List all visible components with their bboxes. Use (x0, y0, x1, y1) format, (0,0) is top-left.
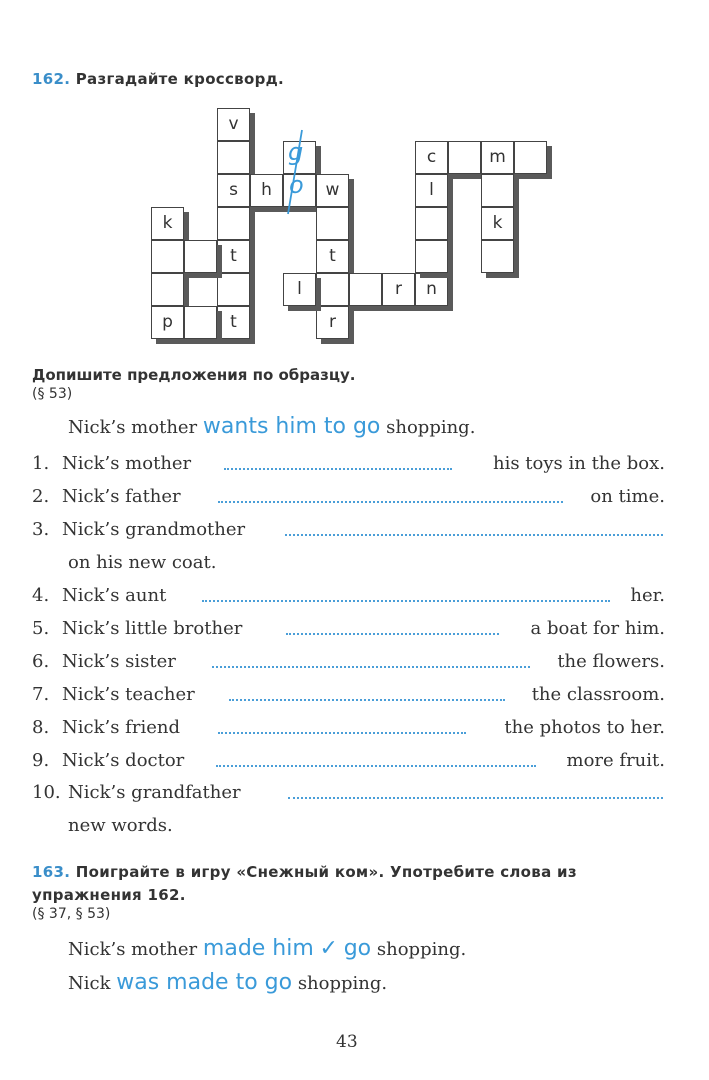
answer-blank[interactable] (288, 797, 663, 799)
item-ending: a boat for him. (530, 618, 665, 639)
answer-blank[interactable] (224, 468, 452, 470)
crossword-cell[interactable]: w (316, 174, 349, 207)
crossword-cell[interactable]: v (217, 108, 250, 141)
crossword-cell[interactable] (184, 306, 217, 339)
crossword-cell[interactable] (316, 273, 349, 306)
crossword-cell[interactable]: m (481, 141, 514, 174)
answer-blank[interactable] (202, 600, 610, 602)
item-ending: the flowers. (557, 651, 665, 672)
grammar-reference: (§ 53) (32, 386, 73, 402)
item-number: 5. (32, 618, 50, 639)
answer-blank[interactable] (286, 633, 499, 635)
item-ending: his toys in the box. (492, 453, 665, 474)
task-163-heading (32, 863, 577, 881)
item-number: 1. (32, 453, 50, 474)
item-subject: Nick’s father (62, 486, 181, 507)
crossword-cell[interactable] (415, 207, 448, 240)
page-number: 43 (336, 1032, 358, 1052)
crossword-cell[interactable]: n (415, 273, 448, 306)
item-number: 2. (32, 486, 50, 507)
item-subject: Nick’s mother (62, 453, 192, 474)
crossword-cell[interactable] (151, 240, 184, 273)
item-subject: Nick’s friend (62, 717, 180, 738)
crossword-cell[interactable] (481, 174, 514, 207)
item-ending: her. (630, 585, 665, 606)
task-number: 163. (32, 863, 71, 881)
example-sentence (68, 414, 475, 440)
exercise-item-8 (32, 715, 665, 741)
crossword-cell[interactable]: l (283, 273, 316, 306)
crossword-cell[interactable]: k (481, 207, 514, 240)
example-answer: made him (202, 936, 314, 961)
crossword-cell[interactable]: h (250, 174, 283, 207)
crossword-cell[interactable]: t (217, 240, 250, 273)
exercise-item-10 (32, 780, 665, 806)
crossword-cell[interactable] (514, 141, 547, 174)
item-number: 3. (32, 519, 50, 540)
exercise-item-10-continuation: new words. (68, 815, 173, 836)
task-163-heading-line2: упражнения 162. (32, 886, 186, 904)
example-end: shopping. (386, 417, 476, 438)
item-number: 8. (32, 717, 50, 738)
item-subject: Nick’s teacher (62, 684, 195, 705)
task-title: Разгадайте кроссворд. (75, 70, 285, 88)
answer-blank[interactable] (285, 534, 663, 536)
answer-blank[interactable] (212, 666, 530, 668)
crossword-cell[interactable]: k (151, 207, 184, 240)
crossword-cell[interactable]: r (382, 273, 415, 306)
example-answer: wants him to go (202, 414, 381, 439)
checkmark-icon: ✓ (319, 936, 338, 961)
answer-blank[interactable] (218, 732, 466, 734)
crossword-cell[interactable] (151, 273, 184, 306)
exercise-item-6 (32, 649, 665, 675)
crossword-cell[interactable]: s (217, 174, 250, 207)
task-title: Поиграйте в игру «Снежный ком». Употребите слова из (75, 863, 577, 881)
answer-blank[interactable] (218, 501, 563, 503)
item-number: 4. (32, 585, 50, 606)
crossword-cell[interactable]: t (217, 306, 250, 339)
crossword-cell[interactable]: l (415, 174, 448, 207)
crossword-cell[interactable] (316, 207, 349, 240)
crossword-cell[interactable] (217, 141, 250, 174)
item-number: 9. (32, 750, 50, 771)
item-ending: more fruit. (566, 750, 665, 771)
example-sentence-2 (68, 970, 387, 996)
grammar-reference: (§ 37, § 53) (32, 906, 111, 922)
crossword-cell[interactable] (481, 240, 514, 273)
example-answer: was made to go (116, 970, 293, 995)
example-end: shopping. (376, 939, 467, 960)
example-start: Nick’s mother (68, 417, 198, 438)
exercise-item-2 (32, 484, 665, 510)
item-subject: Nick’s doctor (62, 750, 185, 771)
crossword (0, 0, 709, 350)
crossword-cell[interactable]: t (316, 240, 349, 273)
example-end: shopping. (297, 973, 388, 994)
crossword-cell[interactable] (217, 273, 250, 306)
exercise-item-1 (32, 451, 665, 477)
item-subject: Nick’s sister (62, 651, 176, 672)
crossword-cell[interactable] (415, 240, 448, 273)
instruction: Допишите предложения по образцу. (32, 366, 356, 384)
item-subject: Nick’s grandfather (68, 782, 241, 803)
exercise-item-4 (32, 583, 665, 609)
crossword-cell[interactable]: r (316, 306, 349, 339)
handwritten-stroke (280, 128, 310, 218)
item-ending: the photos to her. (504, 717, 665, 738)
crossword-cell[interactable] (349, 273, 382, 306)
example-sentence-1 (68, 936, 466, 962)
answer-blank[interactable] (229, 699, 505, 701)
item-subject: Nick’s grandmother (62, 519, 246, 540)
answer-blank[interactable] (216, 765, 536, 767)
crossword-cell[interactable] (448, 141, 481, 174)
exercise-item-3 (32, 517, 665, 543)
item-number: 7. (32, 684, 50, 705)
example-start: Nick (68, 973, 111, 994)
crossword-cell[interactable]: c (415, 141, 448, 174)
crossword-cell[interactable] (184, 240, 217, 273)
exercise-item-3-continuation: on his new coat. (68, 552, 217, 573)
item-number: 10. (32, 782, 61, 803)
item-subject: Nick’s aunt (62, 585, 167, 606)
exercise-item-9 (32, 748, 665, 774)
exercise-item-7 (32, 682, 665, 708)
handwritten-letter: o (289, 171, 304, 199)
crossword-cell[interactable]: p (151, 306, 184, 339)
crossword-cell[interactable] (217, 207, 250, 240)
item-ending: the classroom. (531, 684, 665, 705)
item-number: 6. (32, 651, 50, 672)
handwritten-letter: g (288, 138, 304, 166)
example-answer: go (343, 936, 372, 961)
exercise-item-5 (32, 616, 665, 642)
item-ending: on time. (590, 486, 665, 507)
item-subject: Nick’s little brother (62, 618, 243, 639)
example-start: Nick’s mother (68, 939, 198, 960)
task-number: 162. (32, 70, 71, 88)
